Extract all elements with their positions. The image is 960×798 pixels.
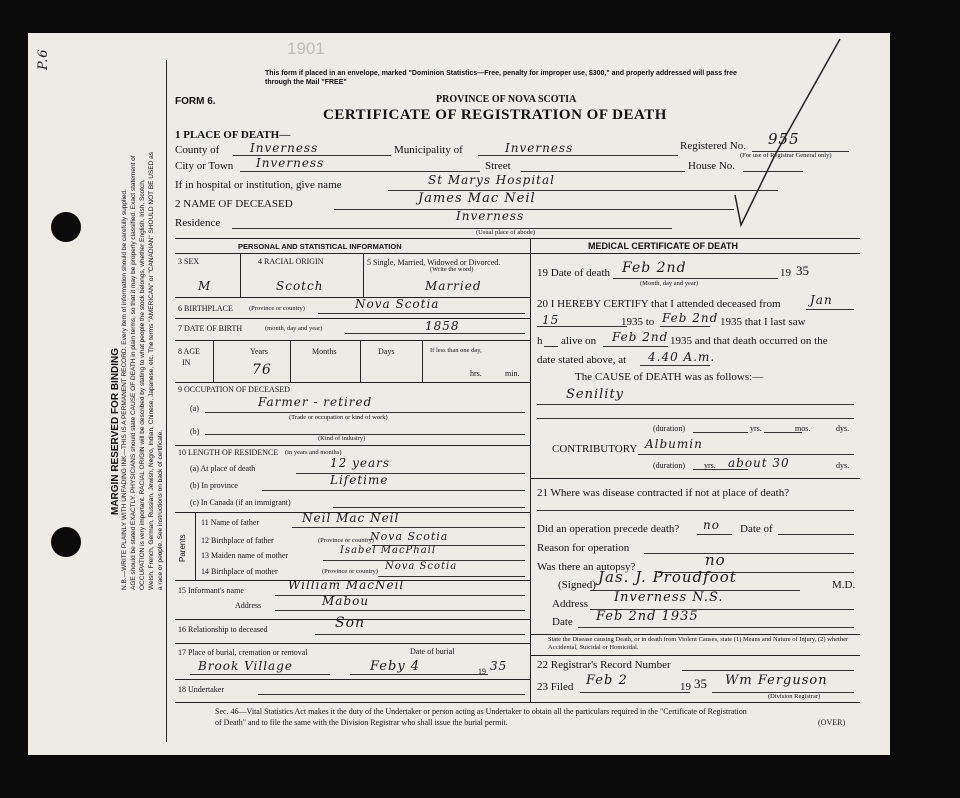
dob-label: 7 DATE OF BIRTH [178, 324, 243, 333]
date-of-label: Date of [740, 523, 773, 535]
side-instructions-2: AGE should be stated EXACTLY. PHYSICIANS should state CAUSE OF DEATH in plain terms, so that it may be properly classified. Exact statement of [130, 155, 137, 590]
burial-date-label: Date of burial [410, 647, 455, 656]
medical-heading: MEDICAL CERTIFICATE OF DEATH [588, 241, 738, 251]
signed-label: (Signed) [558, 579, 596, 591]
certify-time-label: date stated above, at [537, 354, 627, 366]
dob-note: (month, day and year) [265, 325, 323, 332]
house-label: House No. [688, 160, 736, 172]
binding-margin-label: MARGIN RESERVED FOR BINDING [110, 347, 121, 515]
cause-value: Senility [566, 387, 625, 402]
binding-rule [166, 60, 167, 742]
father-birthplace-value: Nova Scotia [370, 530, 449, 543]
residence-value: Inverness [456, 209, 525, 223]
informant-label: 15 Informant's name [178, 586, 244, 595]
operation-label: Did an operation precede death? [537, 523, 680, 535]
autopsy-label: Was there an autopsy? [537, 561, 636, 573]
filed-year-prefix: 19 [680, 681, 691, 693]
burial-date-value: Feby 4 [370, 659, 421, 674]
certificate-title: CERTIFICATE OF REGISTRATION OF DEATH [323, 107, 667, 123]
binder-hole [51, 527, 81, 557]
hrs-label: hrs. [470, 369, 482, 378]
contrib-duration-value: about 30 [728, 456, 790, 470]
certify-alive-value: Feb 2nd [612, 330, 669, 344]
father-name-label: 11 Name of father [201, 518, 260, 527]
disease-contracted-label: 21 Where was disease contracted if not at place of death? [537, 487, 790, 499]
binder-hole [51, 212, 81, 242]
certify-line-1: 20 I HEREBY CERTIFY that I attended deceased from [537, 298, 781, 310]
age-years-value: 76 [252, 362, 272, 378]
footer-line-2: of Death" and to file the same with the Division Registrar who shall issue the burial permit. [215, 718, 508, 727]
cause-dys-label: dys. [836, 424, 850, 433]
mother-birthplace-label: 14 Birthplace of mother [201, 567, 278, 576]
mother-name-value: Isabel MacPhail [340, 545, 437, 556]
age-in-label: IN [182, 358, 191, 367]
registered-label: Registered No. [680, 140, 746, 152]
mother-birthplace-value: Nova Scotia [385, 561, 458, 572]
record-number-label: 22 Registrar's Record Number [537, 659, 671, 671]
marital-value: Married [425, 279, 482, 293]
cause-yrs-label: yrs. [750, 424, 762, 433]
physician-address-label: Address [552, 598, 589, 610]
physician-address-value: Inverness N.S. [614, 590, 724, 605]
mother-name-label: 13 Maiden name of mother [201, 551, 289, 560]
side-instructions-3: OCCUPATION is very important. RACIAL ORIGIN will be described by stating to what people the stock belongs, whether English, Irish, Scotch, [139, 179, 146, 590]
residence-note: (Usual place of abode) [476, 229, 536, 236]
birthplace-value: Nova Scotia [355, 297, 440, 311]
residence-length-note: (in years and months) [285, 449, 342, 456]
certify-alive-on: alive on [561, 335, 597, 347]
municipality-label: Municipality of [394, 144, 463, 156]
hospital-value: St Marys Hospital [428, 173, 555, 187]
city-value: Inverness [256, 156, 325, 170]
side-instructions-4: Welsh, French, German, Russian, Jewish, Negro, Indian, Chinese, Japanese, etc. The terms "AMERICAN" or "CANADIAN" SHOULD NOT BE USED as [148, 151, 155, 590]
burial-year-value: 35 [490, 659, 508, 673]
race-value: Scotch [276, 279, 324, 293]
at-place-value: 12 years [330, 456, 391, 470]
autopsy-value: no [705, 551, 726, 569]
physician-date-label: Date [552, 616, 573, 628]
in-canada-label: (c) In Canada (if an immigrant) [190, 498, 291, 507]
footer-over: (OVER) [818, 718, 846, 727]
reason-label: Reason for operation [537, 542, 630, 554]
dob-value: 1858 [425, 319, 460, 333]
side-instructions-1: N.B.—WRITE PLAINLY WITH UNFADING INK—THIS IS A PERMANENT RECORD. Every item of information should be carefully supplied. [121, 189, 128, 590]
burial-place-label: 17 Place of burial, cremation or removal [178, 648, 308, 657]
informant-value: William MacNeil [288, 578, 405, 592]
certify-time-value: 4.40 A.m. [648, 350, 716, 364]
county-label: County of [175, 144, 220, 156]
age-label: 8 AGE [178, 347, 200, 356]
province-heading: PROVINCE OF NOVA SCOTIA [436, 94, 577, 105]
deceased-name-value: James Mac Neil [418, 191, 536, 206]
physician-date-value: Feb 2nd 1935 [596, 609, 699, 624]
state-disease-note: State the Disease causing Death, or in death from Violent Causes, state (1) Means and Nature of Injury, (2) whether Accidental, Suicidal or Homicidal. [548, 636, 849, 651]
in-province-label: (b) In province [190, 481, 238, 490]
deceased-name-label: 2 NAME OF DECEASED [175, 198, 293, 210]
father-birthplace-label: 12 Birthplace of father [201, 536, 274, 545]
street-label: Street [485, 160, 511, 172]
date-of-death-value: Feb 2nd [622, 260, 687, 276]
contributory-label: CONTRIBUTORY [552, 443, 638, 455]
min-label: min. [505, 369, 520, 378]
municipality-value: Inverness [505, 141, 574, 155]
place-heading: 1 PLACE OF DEATH— [175, 129, 291, 141]
certify-last-saw: 1935 that I last saw [720, 316, 806, 328]
contributory-value: Albumin [645, 437, 703, 451]
occupation-a-note: (Trade or occupation or kind of work) [289, 414, 388, 421]
filed-year-value: 35 [694, 676, 707, 691]
date-of-death-note: (Month, day and year) [640, 280, 699, 287]
birthplace-note: (Province or country) [249, 305, 305, 312]
occupation-b-label: (b) [190, 427, 200, 436]
mail-notice: This form if placed in an envelope, marked "Dominion Statistics—Free, penalty for improper use, $300," and properly addressed will pass free through the Mail "FREE" [265, 70, 737, 86]
certify-pronoun: h [537, 335, 543, 347]
faint-stamp: 1901 [287, 39, 325, 58]
form-number: FORM 6. [175, 96, 216, 107]
sex-value: M [198, 279, 212, 293]
at-place-label: (a) At place of death [190, 464, 256, 473]
age-days-header: Days [378, 347, 395, 356]
age-years-header: Years [250, 347, 268, 356]
contrib-duration-label: (duration) [653, 461, 685, 470]
in-province-value: Lifetime [330, 473, 389, 487]
informant-address-label: Address [235, 601, 262, 610]
burial-year-prefix: 19 [478, 667, 486, 676]
death-year-prefix: 19 [780, 267, 791, 279]
filed-value: Feb 2 [586, 673, 628, 688]
date-of-death-label: 19 Date of death [537, 267, 610, 279]
parents-label: Parents [178, 534, 187, 562]
burial-place-value: Brook Village [198, 659, 293, 673]
marital-note: (Write the word) [430, 266, 474, 273]
county-value: Inverness [250, 141, 319, 155]
death-year-value: 35 [796, 263, 809, 278]
cause-label: The CAUSE of DEATH was as follows:— [575, 371, 764, 383]
marital-label: 5 Single, Married, Widowed or Divorced. [367, 258, 501, 267]
certify-to-value: Feb 2nd [662, 311, 719, 325]
check-mark-icon [725, 35, 855, 235]
division-registrar-note: (Division Registrar) [768, 693, 821, 700]
side-instructions-5: a race or people. See instructions on back of certificate. [157, 429, 164, 590]
mother-birthplace-note: (Province or country) [322, 568, 378, 575]
sex-label: 3 SEX [178, 257, 200, 266]
father-name-value: Neil Mac Neil [302, 511, 400, 525]
informant-address-value: Mabou [322, 594, 370, 608]
hospital-label: If in hospital or institution, give name [175, 179, 342, 191]
cause-mos-label: mos. [795, 424, 811, 433]
contrib-dys-label: dys. [836, 461, 850, 470]
race-label: 4 RACIAL ORIGIN [258, 257, 324, 266]
occupation-a-label: (a) [190, 404, 199, 413]
occupation-a-value: Farmer - retired [258, 395, 373, 409]
residence-label: Residence [175, 217, 221, 229]
certify-death-occurred: 1935 and that death occurred on the [670, 335, 828, 347]
filed-label: 23 Filed [537, 681, 574, 693]
certify-from-day: 15 [542, 313, 560, 327]
undertaker-label: 18 Undertaker [178, 685, 224, 694]
relationship-label: 16 Relationship to deceased [178, 625, 268, 634]
city-label: City or Town [175, 160, 234, 172]
personal-heading: PERSONAL AND STATISTICAL INFORMATION [238, 242, 402, 251]
age-months-header: Months [312, 347, 337, 356]
certify-year-to: 1935 to [621, 316, 655, 328]
division-registrar-signature: Wm Ferguson [725, 673, 828, 688]
residence-length-label: 10 LENGTH OF RESIDENCE [178, 448, 279, 457]
margin-note: P.6 [36, 48, 51, 70]
age-less-day-header: If less than one day, [430, 347, 482, 354]
physician-signature: Jas. J. Proudfoot [598, 568, 737, 586]
footer-line-1: Sec. 46—Vital Statistics Act makes it the duty of the Undertaker or person acting as Undertaker to obtain all the particulars required in the "Certificate of Registration [215, 707, 747, 716]
father-birthplace-note: (Province or country) [318, 537, 374, 544]
operation-value: no [703, 518, 720, 532]
registrar-note: (For use of Registrar General only) [740, 152, 832, 159]
occupation-b-note: (Kind of industry) [318, 435, 366, 442]
certify-from-value: Jan [810, 293, 833, 307]
cause-duration-label: (duration) [653, 424, 685, 433]
birthplace-label: 6 BIRTHPLACE [178, 304, 233, 313]
md-label: M.D. [832, 579, 856, 591]
occupation-label: 9 OCCUPATION OF DECEASED [178, 385, 290, 394]
relationship-value: Son [335, 615, 366, 631]
registered-value: 955 [768, 130, 800, 148]
contrib-yrs-label: yrs. [704, 461, 716, 470]
